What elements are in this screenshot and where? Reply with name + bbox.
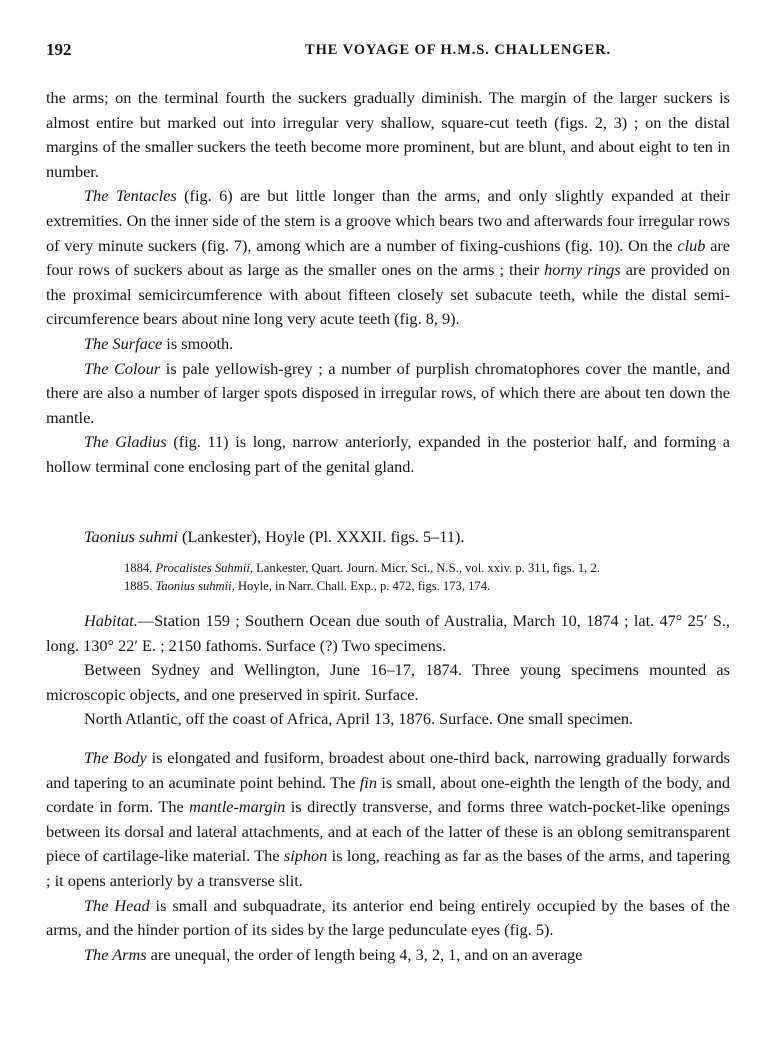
paragraph-arms-suckers: the arms; on the terminal fourth the suckers gradually diminish. The margin of the larger suckers is almost entire but marked out into irregular very shallow, square-cut teeth (figs. 2, 3) ; on the distal margins of the smaller suckers the teeth become more prominent, but are blunt, and about eight to ten in number. — [46, 88, 730, 181]
heading-body: The Body — [84, 748, 147, 768]
spacer — [46, 595, 730, 609]
paragraph-gladius — [46, 430, 730, 479]
synonymy-item — [124, 577, 730, 595]
tentacles-text-3: are provided on the proximal semicircumference with about fifteen closely set subacute teeth, while the distal semi-circumference bears about nine long very acute teeth (fig. 8, 9). — [46, 260, 730, 329]
synonymy-reference: Lankester, Quart. Journ. Micr. Sci., N.S., vol. xxiv. p. 311, figs. 1, 2. — [252, 561, 600, 576]
synonymy-taxon: Taonius suhmii, — [155, 579, 235, 594]
heading-head: The Head — [84, 895, 150, 915]
body-text-1: is elongated and fusiform, broadest about one-third back, narrowing gradually forwards and tapering to an acuminate point behind. The — [46, 748, 730, 792]
species-heading — [46, 525, 730, 550]
colour-text: is pale yellowish-grey ; a number of purplish chromatophores cover the mantle, and there are also a number of larger spots disposed in irregular rows, of which there are about ten down the mantle. — [46, 358, 730, 427]
arms-text: are unequal, the order of length being 4, 3, 2, 1, and on an average — [146, 944, 583, 964]
paragraph-habitat-3: North Atlantic, off the coast of Africa, April 13, 1876. Surface. One small specimen. — [84, 709, 634, 729]
species-name: Taonius suhmi — [84, 526, 178, 546]
synonymy-year: 1885. — [124, 579, 156, 594]
synonymy-reference: Hoyle, in Narr. Chall. Exp., p. 472, figs. 173, 174. — [234, 579, 491, 594]
term-mantle-margin: mantle-margin — [189, 797, 286, 817]
body-text-2: is small, about one-eighth the length of the body, and cordate in form. The — [46, 772, 731, 817]
term-club: club — [677, 235, 706, 255]
term-horny-rings: horny rings — [544, 260, 621, 280]
gladius-text: (fig. 11) is long, narrow anteriorly, expanded in the posterior half, and forming a hollow terminal cone enclosing part of the genital gland. — [46, 432, 731, 476]
heading-colour: The Colour — [84, 358, 161, 378]
body-text — [46, 86, 730, 967]
document-page — [46, 40, 730, 967]
heading-gladius: The Gladius — [84, 432, 167, 452]
running-head: THE VOYAGE OF H.M.S. CHALLENGER. — [305, 42, 611, 58]
spacer — [46, 480, 730, 525]
paragraph-surface — [46, 332, 730, 357]
tentacles-text-2: are four rows of suckers about as large as the smaller ones on the arms ; their — [46, 235, 730, 280]
spacer — [46, 732, 730, 746]
term-siphon: siphon — [283, 846, 328, 866]
habitat-text: —Station 159 ; Southern Ocean due south of Australia, March 10, 1874 ; lat. 47° 25′ S., long. 130° 22′ E. ; 2150 fathoms. Surface (?) Two specimens. — [46, 611, 730, 655]
paragraph-habitat-2: Between Sydney and Wellington, June 16–17, 1874. Three young specimens mounted as microscopic objects, and one preserved in spirit. Surface. — [46, 660, 730, 704]
paragraph-arms — [46, 943, 730, 968]
heading-tentacles: The Tentacles — [84, 186, 177, 206]
body-text-3: is directly transverse, and forms three watch-pocket-like openings between its dorsal and lateral attachments, and at each of the latter of these is an oblong semitransparent piece of cartilage-like material. The — [46, 797, 730, 866]
page-number: 192 — [46, 40, 72, 59]
body-text-4: is long, reaching as far as the bases of the arms, and tapering ; it opens anteriorly by a transverse slit. — [46, 846, 730, 891]
paragraph-body — [46, 746, 730, 894]
term-fin: fin — [359, 772, 377, 792]
paragraph-colour — [46, 357, 730, 431]
paragraph-tentacles — [46, 184, 730, 332]
heading-habitat: Habitat. — [84, 611, 138, 631]
species-authority: (Lankester), Hoyle (Pl. XXXII. figs. 5–11). — [177, 526, 465, 546]
surface-text: is smooth. — [162, 333, 234, 353]
synonymy-list — [46, 559, 730, 595]
synonymy-item — [124, 559, 730, 577]
synonymy-year: 1884. — [124, 561, 156, 576]
head-text: is small and subquadrate, its anterior end being entirely occupied by the bases of the arms, and the hinder portion of its sides by the large pedunculate eyes (fig. 5). — [46, 895, 730, 940]
heading-surface: The Surface — [84, 333, 163, 353]
paragraph-head — [46, 894, 730, 943]
page-header — [46, 40, 730, 64]
heading-arms: The Arms — [84, 944, 147, 964]
tentacles-text-1: (fig. 6) are but little longer than the arms, and only slightly expanded at their extremities. On the inner side of the stem is a groove which bears two and afterwards four irregular rows of very minute suckers (fig. 7), among which are a number of fixing-cushions (fig. 10). On the — [46, 186, 730, 255]
spacer — [46, 549, 730, 559]
paragraph-habitat — [46, 609, 730, 658]
synonymy-taxon: Procalistes Suhmii, — [155, 561, 253, 576]
